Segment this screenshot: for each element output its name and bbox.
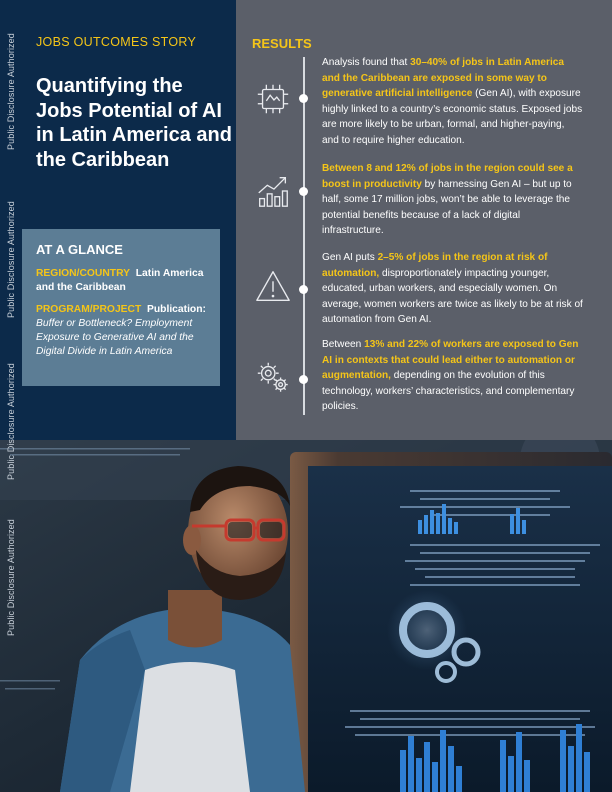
warning-icon <box>254 268 292 306</box>
watermark-text: Public Disclosure Authorized <box>6 33 16 150</box>
result-highlight: 2–5% of jobs in the region at risk of automation, <box>322 252 548 279</box>
story-label: JOBS OUTCOMES STORY <box>36 35 197 49</box>
result-text: Gen AI puts <box>322 252 378 263</box>
result-item-4 <box>322 337 584 415</box>
hero-photo <box>0 440 612 792</box>
glance-region <box>36 267 208 295</box>
result-item-3 <box>322 250 584 328</box>
result-highlight: 13% and 22% of workers are exposed to Gen AI in contexts that could lead either to automation or augmentation, <box>322 339 579 382</box>
region-value: Latin America and the Caribbean <box>36 268 204 293</box>
result-text: (Gen AI), with exposure highly linked to a country’s economic status. Exposed jobs are more likely to be urban, formal, and higher-paying, and to require higher education. <box>322 88 583 146</box>
result-highlight: 30–40% of jobs in Latin America and the Caribbean are exposed in some way to generative artificial intelligence <box>322 57 564 100</box>
ai-chip-icon <box>254 80 292 118</box>
watermark-strip <box>6 0 18 792</box>
timeline-dot <box>299 187 308 196</box>
glance-title: AT A GLANCE <box>36 242 123 257</box>
result-highlight: Between 8 and 12% of jobs in the region could see a boost in productivity <box>322 163 573 190</box>
result-text: by harnessing Gen AI – but up to half, some 17 million jobs, won’t be able to leverage the potential benefits because of a lack of digital infrastructure. <box>322 178 572 237</box>
watermark-text: Public Disclosure Authorized <box>6 519 16 636</box>
result-text: Between <box>322 339 365 350</box>
result-item-2 <box>322 161 584 239</box>
left-panel <box>0 0 236 440</box>
page-title: Quantifying the Jobs Potential of AI in Latin America and the Caribbean <box>36 75 232 171</box>
glance-program <box>36 303 208 359</box>
man-at-monitor-illustration <box>0 440 612 792</box>
result-text: depending on the evolution of this technology, workers’ characteristics, and complementary policies. <box>322 370 575 413</box>
watermark-text: Public Disclosure Authorized <box>6 363 16 480</box>
growth-chart-icon <box>254 172 292 210</box>
timeline-dot <box>299 285 308 294</box>
program-detail: Buffer or Bottleneck? Employment Exposure to Generative AI and the Digital Divide in Latin America <box>36 318 194 357</box>
timeline-dot <box>299 375 308 384</box>
result-text: Analysis found that <box>322 57 411 68</box>
timeline-line <box>303 57 305 415</box>
region-key: REGION/COUNTRY <box>36 268 131 279</box>
results-label: RESULTS <box>252 36 312 51</box>
gears-icon <box>254 358 292 396</box>
program-value: Publication: <box>147 304 206 315</box>
result-item-1 <box>322 55 584 149</box>
program-key: PROGRAM/PROJECT <box>36 304 142 315</box>
at-a-glance-box <box>22 229 220 386</box>
watermark-text: Public Disclosure Authorized <box>6 201 16 318</box>
results-panel <box>236 0 612 440</box>
result-text: disproportionately impacting younger, educated, urban workers, and especially women. On average, women workers are twice as likely to be at risk of automation from Gen AI. <box>322 267 583 326</box>
timeline-dot <box>299 94 308 103</box>
